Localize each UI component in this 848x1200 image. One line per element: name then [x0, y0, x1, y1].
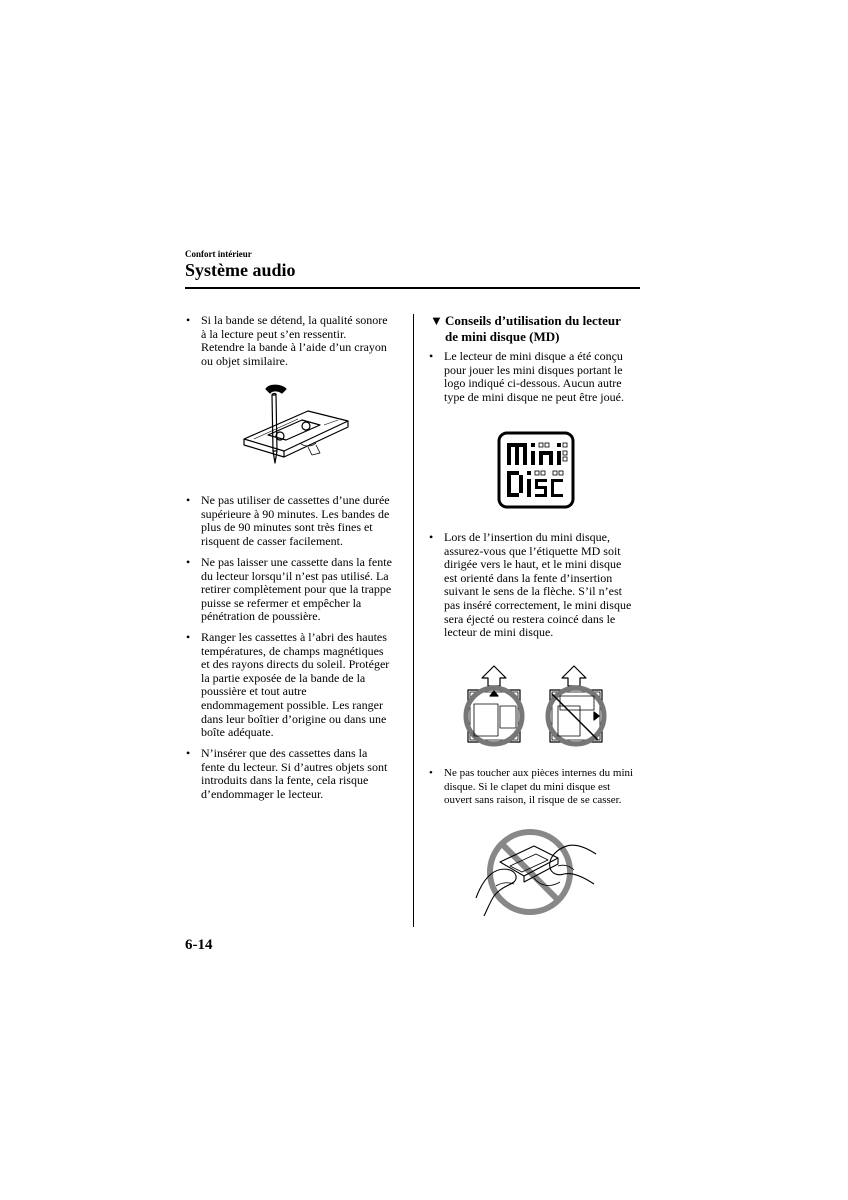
bullet-line: N’insérer que des cassettes dans la [201, 746, 368, 760]
bullet-line: Ne pas toucher aux pièces internes du mini [444, 767, 634, 779]
bullet-line: ou objet similaire. [201, 353, 288, 368]
bullet-dot: • [429, 530, 434, 544]
bullet-line: Lors de l’insertion du mini disque, [444, 530, 610, 544]
bullet-md-logo [428, 350, 624, 404]
bullet-line: ouvert sans raison, il risque de se casser. [444, 794, 622, 807]
bullet-line: Ranger les cassettes à l’abri des hautes [201, 630, 387, 644]
bullet-line: type de mini disque ne peut être joué. [444, 389, 624, 404]
page-number: 6-14 [185, 937, 213, 953]
minidisc-logo [497, 431, 575, 509]
bullet-line: du lecteur lorsqu’il n’est pas utilisé. La [201, 568, 389, 583]
bullet-dot: • [429, 767, 433, 779]
bullet-line: pour jouer les mini disques portant le [444, 362, 623, 377]
bullet-line: suivant le sens de la flèche. S’il n’est [444, 584, 622, 599]
bullet-90-minutes [185, 494, 390, 548]
title-rule [185, 287, 640, 289]
bullet-line: risquent de casser facilement. [201, 533, 343, 548]
bullet-line: Si la bande se détend, la qualité sonore [201, 313, 388, 327]
bullet-no-touch [428, 767, 633, 808]
bullet-line: poussière et tout autre [201, 684, 307, 699]
bullet-line: pénétration de poussière. [201, 609, 321, 624]
section-label: Confort intérieur [185, 249, 252, 259]
cassette-pencil-illustration [242, 381, 350, 473]
bullet-line: disque. Si le clapet du mini disque est [444, 780, 611, 793]
bullet-line: retirer complètement pour que la trappe [201, 582, 392, 597]
bullet-line: lecteur de mini disque. [444, 625, 554, 640]
bullet-dot: • [186, 630, 191, 644]
bullet-dot: • [186, 313, 191, 327]
bullet-md-insertion [428, 531, 631, 640]
bullet-line: endommagement possible. Les ranger [201, 697, 383, 712]
bullet-line: Retendre la bande à l’aide d’un crayon [201, 340, 387, 355]
bullet-line: puisse se refermer et empêcher la [201, 595, 362, 610]
bullet-line: Le lecteur de mini disque a été conçu [444, 349, 623, 363]
bullet-line: d’endommager le lecteur. [201, 786, 324, 801]
bullet-line: pas inséré correctement, le mini disque [444, 597, 632, 612]
subheading-line: Conseils d’utilisation du lecteur [445, 313, 621, 328]
bullet-line: assurez-vous que l’étiquette MD soit [444, 543, 621, 558]
bullet-line: à la lecture peut s’en ressentir. [201, 326, 347, 341]
bullet-line: Ne pas laisser une cassette dans la fente [201, 555, 392, 569]
bullet-line: logo indiqué ci-dessous. Aucun autre [444, 376, 622, 391]
no-touch-illustration [474, 826, 600, 918]
bullet-dot: • [186, 746, 191, 760]
bullet-line: températures, de champs magnétiques [201, 643, 384, 658]
bullet-remove-cassette [185, 556, 392, 624]
bullet-storage [185, 631, 389, 740]
triangle-marker-icon: ▼ [430, 313, 443, 328]
bullet-line: la partie exposée de la bande de la [201, 670, 366, 685]
minidisc-insertion-illustration [462, 660, 610, 752]
bullet-insert-only-cassettes [185, 747, 387, 801]
bullet-line: plus de 90 minutes sont très fines et [201, 520, 373, 535]
bullet-line: introduits dans la fente, cela risque [201, 773, 369, 788]
bullet-tape-slack [185, 314, 388, 368]
bullet-line: et des rayons directs du soleil. Protéger [201, 657, 390, 672]
bullet-line: Ne pas utiliser de cassettes d’une durée [201, 493, 390, 507]
subheading-md-tips [430, 313, 621, 344]
bullet-line: dans leur boîtier d’origine ou dans une [201, 711, 387, 726]
bullet-line: fente du lecteur. Si d’autres objets sont [201, 759, 388, 774]
bullet-line: supérieure à 90 minutes. Les bandes de [201, 506, 390, 521]
bullet-line: boîte adéquate. [201, 725, 274, 740]
subheading-line: de mini disque (MD) [445, 328, 560, 344]
bullet-dot: • [186, 555, 191, 569]
bullet-line: sera éjecté ou restera coincé dans le [444, 611, 616, 626]
bullet-dot: • [429, 349, 434, 363]
bullet-line: dirigée vers le haut, et le mini disque [444, 557, 622, 572]
bullet-line: est orienté dans la fente d’insertion [444, 570, 613, 585]
page-title: Système audio [185, 260, 296, 280]
column-divider [413, 314, 414, 927]
bullet-dot: • [186, 493, 191, 507]
